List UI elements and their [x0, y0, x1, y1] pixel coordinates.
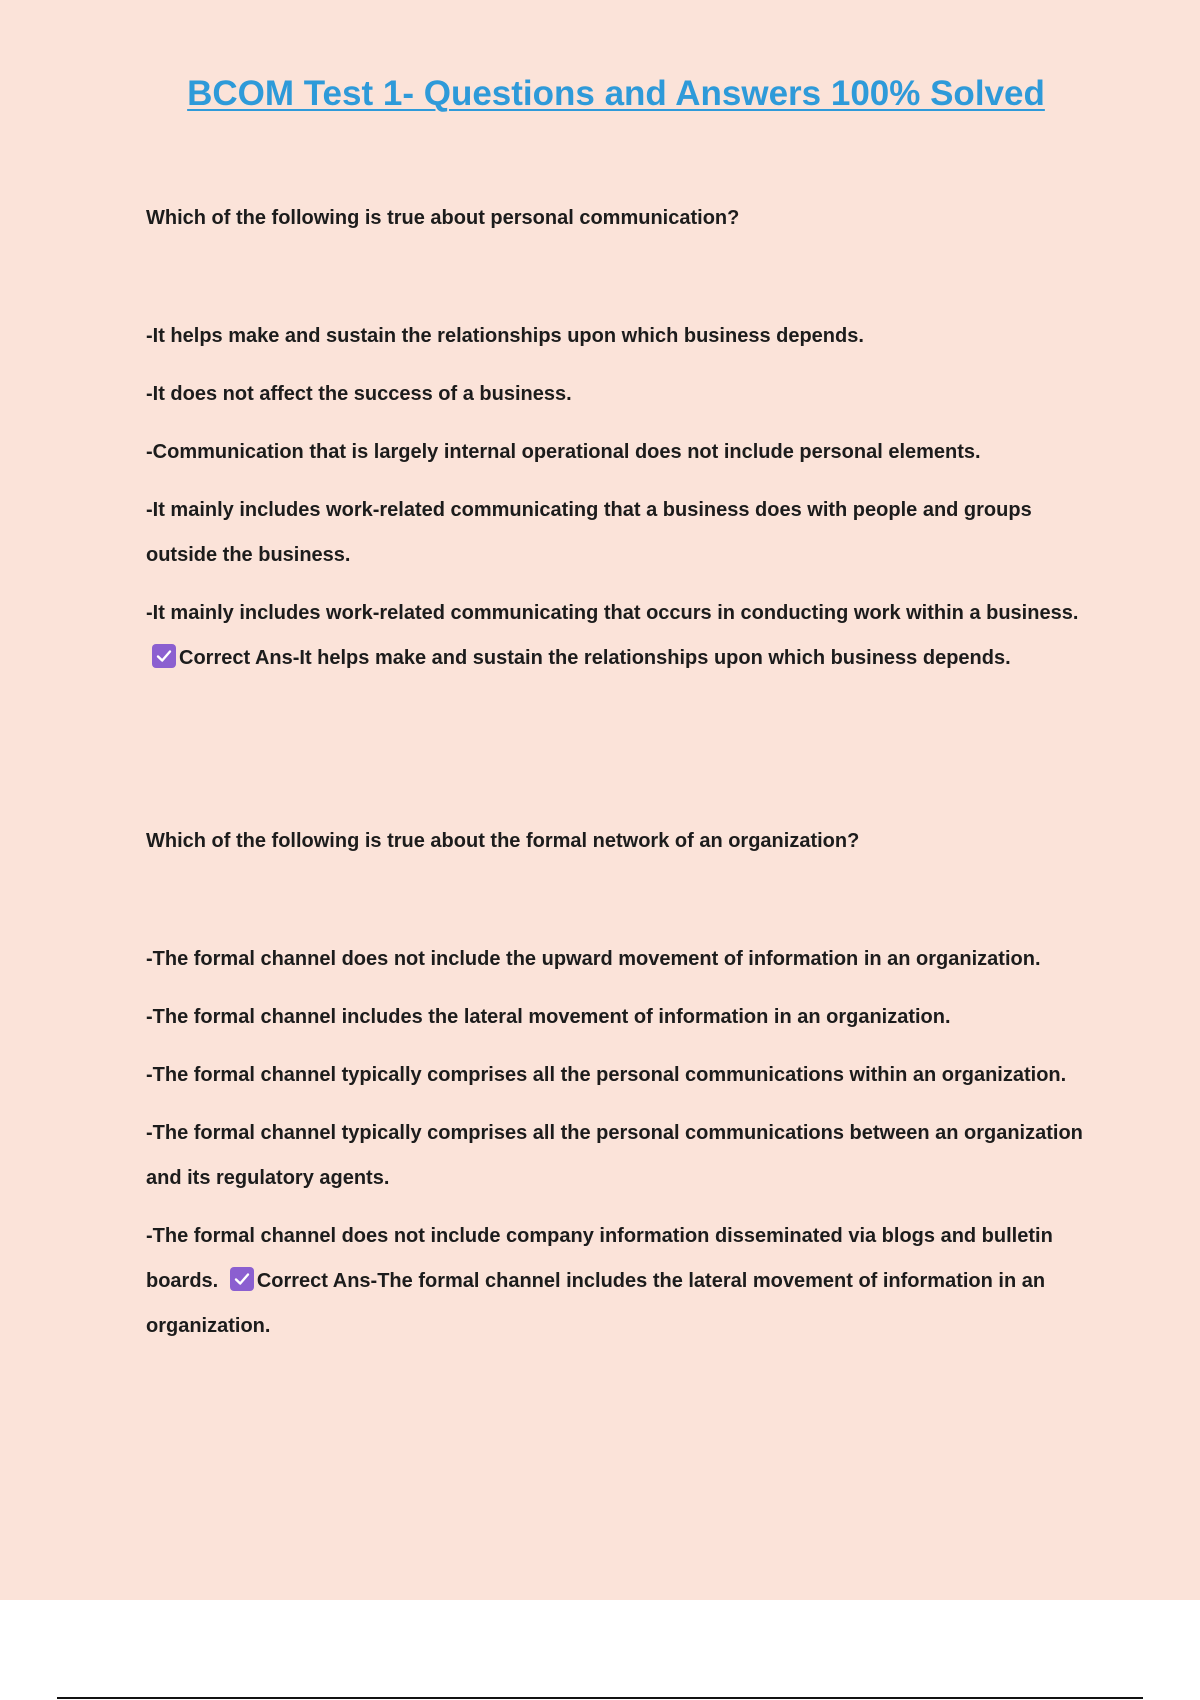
question-block-1 — [146, 206, 1096, 681]
footer-divider — [57, 1697, 1143, 1699]
correct-answer: Correct Ans-It helps make and sustain the relationships upon which business depends. — [179, 647, 1011, 669]
answer-option: -The formal channel does not include the upward movement of information in an organization. — [146, 948, 1041, 970]
answer-option-with-answer — [146, 1214, 1096, 1349]
answer-option: -It does not affect the success of a business. — [146, 383, 572, 405]
check-box-icon — [152, 644, 176, 668]
question-block-2 — [146, 829, 1096, 1349]
answer-option: -The formal channel typically comprises all the personal communications within an organization. — [146, 1064, 1067, 1086]
answer-options — [146, 937, 1096, 1349]
answer-option: -Communication that is largely internal operational does not include personal elements. — [146, 441, 981, 463]
question-text: Which of the following is true about personal communication? — [146, 207, 740, 229]
answer-option: -The formal channel typically comprises all the personal communications between an organization and its regulatory agents. — [146, 1122, 1083, 1189]
correct-answer: Correct Ans-The formal channel includes the lateral movement of information in an organization. — [146, 1270, 1046, 1337]
answer-option: -The formal channel does not include company information disseminated via blogs and bulletin boards. — [146, 1225, 1053, 1292]
answer-option: -The formal channel includes the lateral movement of information in an organization. — [146, 1006, 951, 1028]
question-text: Which of the following is true about the formal network of an organization? — [146, 830, 860, 852]
document-title: BCOM Test 1- Questions and Answers 100% Solved — [187, 74, 1045, 113]
answer-option: -It helps make and sustain the relationships upon which business depends. — [146, 325, 864, 347]
answer-option: -It mainly includes work-related communicating that a business does with people and groups outside the business. — [146, 499, 1032, 566]
answer-option: -It mainly includes work-related communicating that occurs in conducting work within a business. — [146, 602, 1079, 624]
answer-options — [146, 314, 1096, 681]
check-box-icon — [230, 1267, 254, 1291]
answer-option-with-answer — [146, 591, 1096, 681]
